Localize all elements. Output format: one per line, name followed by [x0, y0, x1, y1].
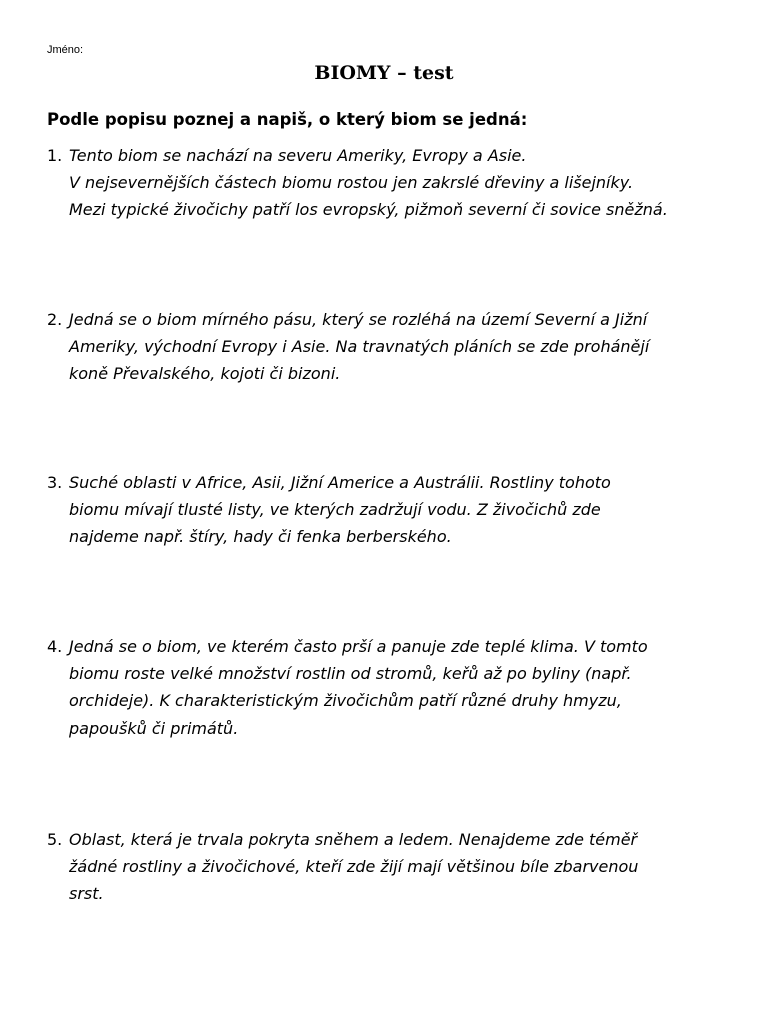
question-line: Jedná se o biom, ve kterém často prší a panuje zde teplé klima. V tomto — [69, 637, 648, 656]
question-3 — [47, 469, 737, 551]
question-line: biomu mívají tlusté listy, ve kterých zadržují vodu. Z živočichů zde — [69, 500, 601, 520]
question-number: 5. — [47, 830, 63, 849]
question-5 — [47, 826, 737, 908]
question-4 — [47, 633, 737, 742]
question-line: biomu roste velké množství rostlin od stromů, keřů až po byliny (např. — [69, 664, 632, 684]
page-title: BIOMY – test — [314, 62, 454, 84]
question-line: Oblast, která je trvala pokryta sněhem a ledem. Nenajdeme zde téměř — [69, 830, 638, 849]
instruction-text: Podle popisu poznej a napiš, o který biom se jedná: — [47, 110, 528, 129]
question-line: Jedná se o biom mírného pásu, který se rozléhá na území Severní a Jižní — [69, 310, 648, 329]
question-number: 3. — [47, 473, 63, 492]
question-number: 2. — [47, 310, 63, 329]
question-line: papoušků či primátů. — [69, 718, 239, 738]
question-line: V nejsevernějších částech biomu rostou jen zakrslé dřeviny a lišejníky. — [69, 173, 634, 193]
question-line: Mezi typické živočichy patří los evropský, pižmoň severní či sovice sněžná. — [69, 200, 668, 220]
question-line: žádné rostliny a živočichové, kteří zde žijí mají většinou bíle zbarvenou — [69, 857, 639, 877]
question-line: Suché oblasti v Africe, Asii, Jižní Americe a Austrálii. Rostliny tohoto — [69, 473, 611, 492]
question-number: 4. — [47, 637, 63, 656]
question-line: Ameriky, východní Evropy i Asie. Na travnatých pláních se zde prohánějí — [69, 337, 650, 357]
question-2 — [47, 306, 737, 388]
question-line: Tento biom se nachází na severu Ameriky, Evropy a Asie. — [69, 146, 527, 165]
question-line: najdeme např. štíry, hady či fenka berberského. — [69, 527, 452, 547]
question-1 — [47, 142, 737, 224]
question-line: srst. — [69, 884, 104, 904]
name-label: Jméno: — [47, 44, 84, 56]
question-line: koně Převalského, kojoti či bizoni. — [69, 364, 341, 384]
question-line: orchideje). K charakteristickým živočichům patří různé druhy hmyzu, — [69, 691, 622, 711]
question-number: 1. — [47, 146, 63, 165]
